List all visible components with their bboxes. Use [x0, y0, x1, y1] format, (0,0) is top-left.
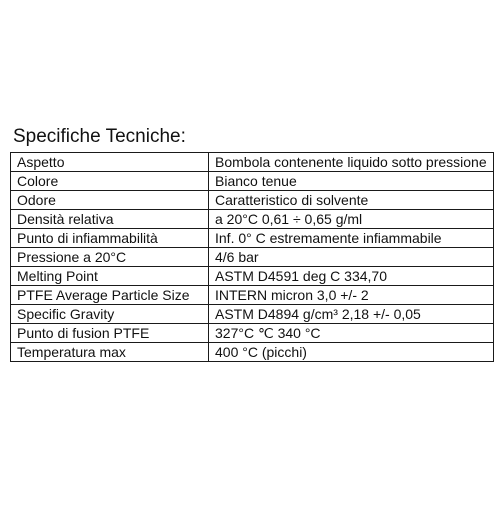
table-row — [11, 229, 494, 248]
spec-value: 400 °C (picchi) — [209, 343, 494, 362]
table-row — [11, 210, 494, 229]
page-title: Specifiche Tecniche: — [13, 126, 186, 147]
spec-value: INTERN micron 3,0 +/- 2 — [209, 286, 494, 305]
spec-label: Odore — [11, 191, 209, 210]
spec-value: Inf. 0° C estremamente infiammabile — [209, 229, 494, 248]
spec-value: Bombola contenente liquido sotto pressione — [209, 153, 494, 172]
spec-value: 4/6 bar — [209, 248, 494, 267]
spec-value: a 20°C 0,61 ÷ 0,65 g/ml — [209, 210, 494, 229]
spec-value: Bianco tenue — [209, 172, 494, 191]
table-row — [11, 286, 494, 305]
table-row — [11, 324, 494, 343]
spec-value: ASTM D4894 g/cm³ 2,18 +/- 0,05 — [209, 305, 494, 324]
spec-value: ASTM D4591 deg C 334,70 — [209, 267, 494, 286]
spec-value: 327°C ℃ 340 °C — [209, 324, 494, 343]
spec-label: Specific Gravity — [11, 305, 209, 324]
spec-label: Densità relativa — [11, 210, 209, 229]
spec-label: Pressione a 20°C — [11, 248, 209, 267]
table-row — [11, 305, 494, 324]
spec-label: Aspetto — [11, 153, 209, 172]
spec-label: Melting Point — [11, 267, 209, 286]
specs-table — [10, 152, 494, 362]
table-row — [11, 153, 494, 172]
spec-label: Punto di infiammabilità — [11, 229, 209, 248]
table-row — [11, 343, 494, 362]
table-row — [11, 172, 494, 191]
spec-value: Caratteristico di solvente — [209, 191, 494, 210]
spec-label: Punto di fusion PTFE — [11, 324, 209, 343]
table-row — [11, 191, 494, 210]
table-row — [11, 248, 494, 267]
spec-label: Temperatura max — [11, 343, 209, 362]
spec-label: PTFE Average Particle Size — [11, 286, 209, 305]
spec-label: Colore — [11, 172, 209, 191]
table-row — [11, 267, 494, 286]
